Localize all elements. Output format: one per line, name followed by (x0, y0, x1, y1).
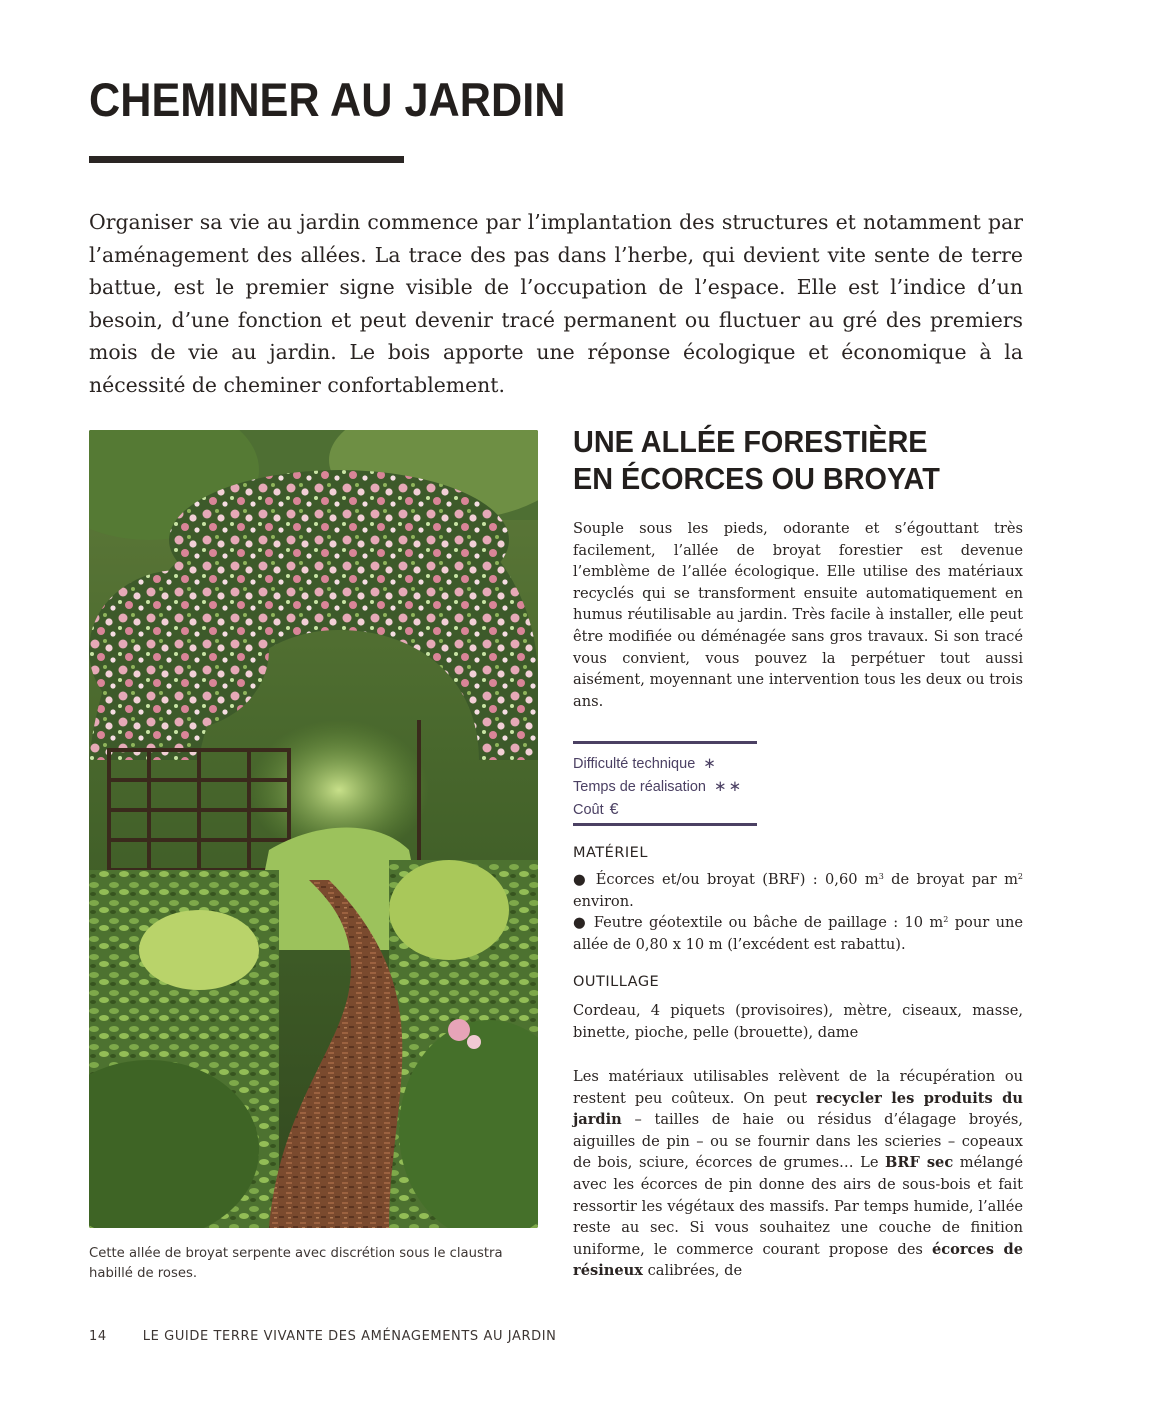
cost-label: Coût (573, 802, 604, 818)
section-paragraph-2: Les matériaux utilisables relèvent de la récupération ou restent peu coûteux. On peut recycler les produits du jardin – tailles de haie ou résidus d’élagage broyés, aiguilles de pin – ou se fournir dans les scieries – copeaux de bois, sciure, écorces de grumes… Le BRF sec mélangé avec les écorces de pin donne des airs de sous-bois et fait ressortir les végétaux des massifs. Par temps humide, l’allée reste au sec. Si vous souhaitez une couche de finition uniforme, le commerce courant propose des écorces de résineux calibrées, de (573, 1068, 1023, 1280)
time-row (573, 775, 757, 798)
time-rating: ∗∗ (714, 778, 744, 795)
difficulty-row (573, 752, 757, 775)
materiel-list (573, 869, 1023, 955)
difficulty-rating: ∗ (703, 755, 718, 772)
cost-rating: € (609, 801, 619, 818)
running-title: LE GUIDE TERRE VIVANTE DES AMÉNAGEMENTS AU JARDIN (142, 1329, 557, 1344)
title-underline (89, 156, 404, 163)
section-title-line-1: UNE ALLÉE FORESTIÈRE (573, 424, 928, 459)
outillage-label: OUTILLAGE (573, 974, 660, 990)
difficulty-info-box (573, 741, 757, 826)
section-title (573, 423, 1001, 497)
page-number: 14 (89, 1329, 107, 1344)
list-item: ● Écorces et/ou broyat (BRF) : 0,60 $m^3$ de broyat par $m^2$ environ. (573, 871, 1023, 910)
materiel-label: MATÉRIEL (573, 845, 648, 861)
page-title: CHEMINER AU JARDIN (89, 73, 566, 126)
time-label: Temps de réalisation (573, 779, 706, 795)
section-title-line-2: EN ÉCORCES OU BROYAT (573, 461, 940, 496)
section-paragraph-1: Souple sous les pieds, odorante et s’égouttant très facilement, l’allée de broyat forestier est devenue l’emblème de l’allée écologique. Elle utilise des matériaux recyclés qui se transforment ensuite automatiquement en humus réutilisable au jardin. Très facile à installer, elle peut être modifiée ou déménagée sans gros travaux. Si son tracé vous convient, vous pouvez la perpétuer tout aussi aisément, moyennant une intervention tous les deux ou trois ans. (573, 520, 1023, 710)
photo-caption: Cette allée de broyat serpente avec discrétion sous le claustra habillé de roses. (89, 1246, 503, 1281)
outillage-text: Cordeau, 4 piquets (provisoires), mètre, ciseaux, masse, binette, pioche, pelle (brouette), dame (573, 1002, 1023, 1041)
garden-path-photo (89, 430, 538, 1228)
difficulty-label: Difficulté technique (573, 756, 696, 772)
page-footer (89, 1329, 557, 1344)
intro-paragraph: Organiser sa vie au jardin commence par l’implantation des structures et notamment par l’aménagement des allées. La trace des pas dans l’herbe, qui devient vite sente de terre battue, est le premier signe visible de l’occupation de l’espace. Elle est l’indice d’un besoin, d’une fonction et peut devenir tracé permanent ou fluctuer au gré des premiers mois de vie au jardin. Le bois apporte une réponse écologique et économique à la nécessité de cheminer confortablement. (89, 210, 1023, 397)
cost-row (573, 798, 757, 821)
list-item: ● Feutre géotextile ou bâche de paillage : 10 $m^2$ pour une allée de 0,80 x 10 m (l’excédent est rabattu). (573, 914, 1024, 953)
